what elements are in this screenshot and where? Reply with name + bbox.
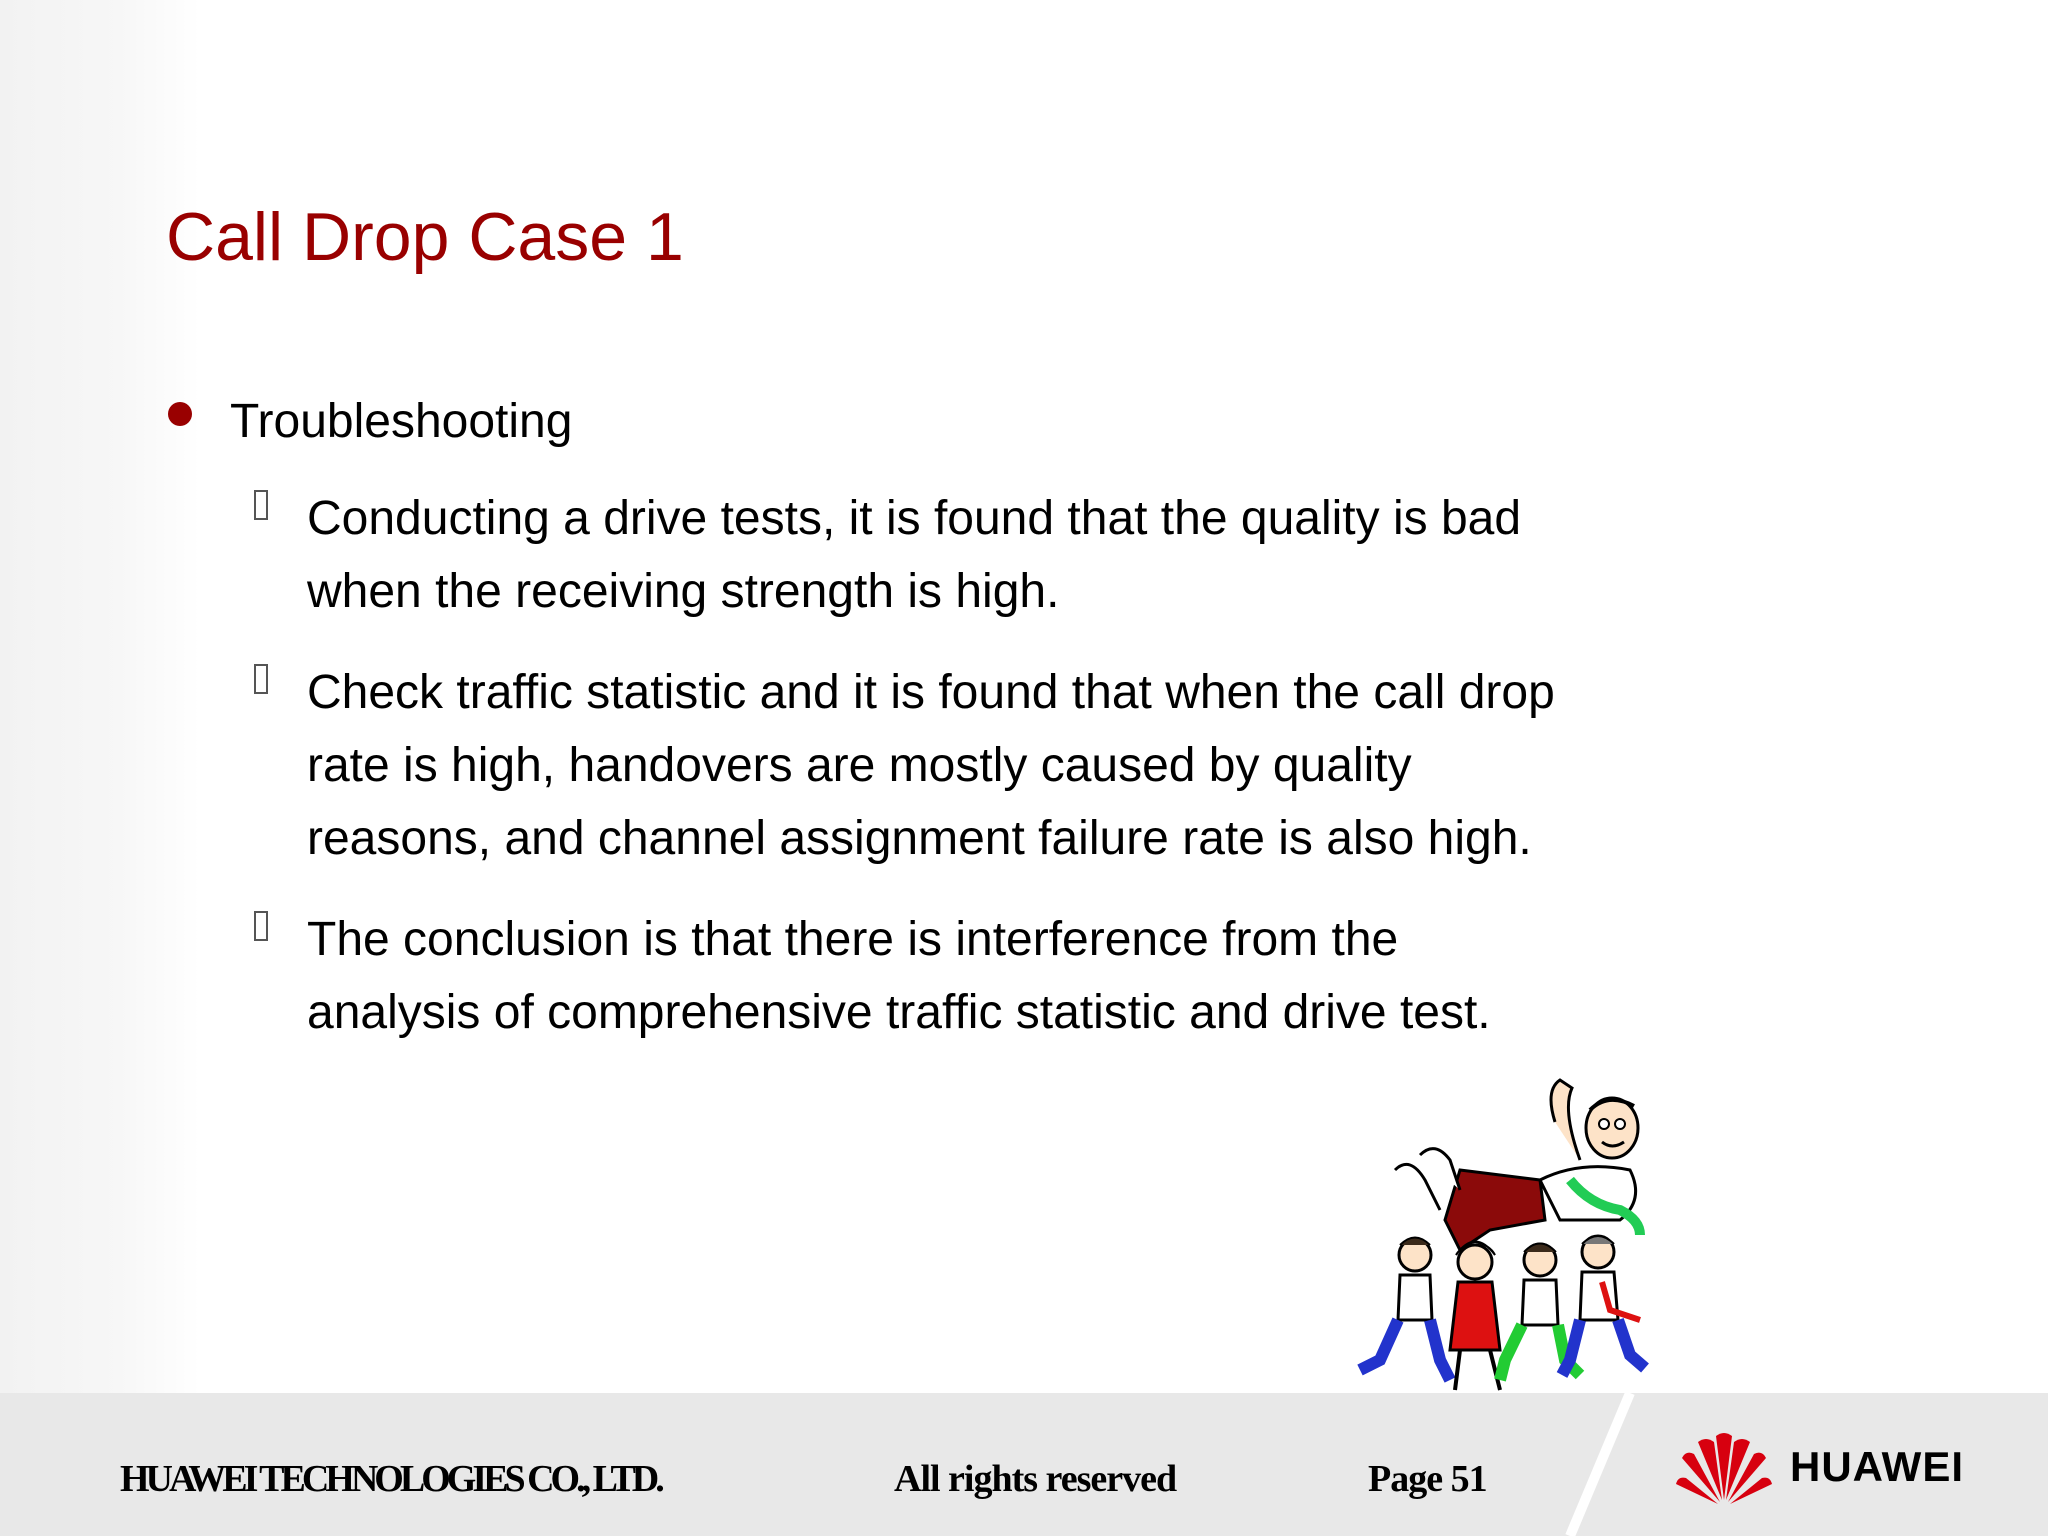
sub-bullet-text	[307, 903, 1797, 1049]
footer-company: HUAWEI TECHNOLOGIES CO., LTD.	[120, 1458, 661, 1500]
sub-bullet-item	[166, 656, 1726, 875]
footer-divider-decoration	[1560, 1393, 1640, 1536]
footer-page-number: Page 51	[1368, 1458, 1487, 1500]
sub-bullet-line: Check traffic statistic and it is found that when the call drop	[307, 666, 1555, 719]
huawei-logo	[1676, 1428, 1996, 1508]
bullet-text: Troubleshooting	[230, 395, 573, 448]
sub-bullet-marker-icon	[254, 911, 268, 941]
sub-bullet-marker-icon	[254, 664, 268, 694]
sub-bullet-text	[307, 656, 1797, 875]
sub-bullet-line: rate is high, handovers are mostly caused by quality	[307, 739, 1412, 792]
slide-title: Call Drop Case 1	[166, 199, 684, 275]
huawei-petal-logo-icon	[1676, 1428, 1772, 1508]
sub-bullet-item	[166, 903, 1726, 1049]
sub-bullet-line: Conducting a drive tests, it is found that the quality is bad	[307, 492, 1522, 545]
sub-bullet-marker-icon	[254, 490, 268, 520]
bullet-item	[166, 392, 1726, 452]
sub-bullet-line: The conclusion is that there is interference from the	[307, 913, 1399, 966]
sub-bullet-list	[166, 482, 1726, 1049]
sub-bullet-line: when the receiving strength is high.	[307, 565, 1060, 618]
huawei-wordmark: HUAWEI	[1790, 1443, 1964, 1490]
footer-rights: All rights reserved	[894, 1458, 1177, 1500]
sub-bullet-line: reasons, and channel assignment failure rate is also high.	[307, 812, 1532, 865]
sub-bullet-item	[166, 482, 1726, 628]
carried-person-icon	[1395, 1080, 1640, 1250]
bullet-dot-icon	[168, 402, 192, 426]
slide-content	[166, 392, 1726, 1077]
sub-bullet-text	[307, 482, 1797, 628]
carrier-people-icon	[1360, 1236, 1645, 1390]
team-celebration-clipart-icon	[1340, 1070, 1670, 1400]
sub-bullet-line: analysis of comprehensive traffic statistic and drive test.	[307, 986, 1491, 1039]
